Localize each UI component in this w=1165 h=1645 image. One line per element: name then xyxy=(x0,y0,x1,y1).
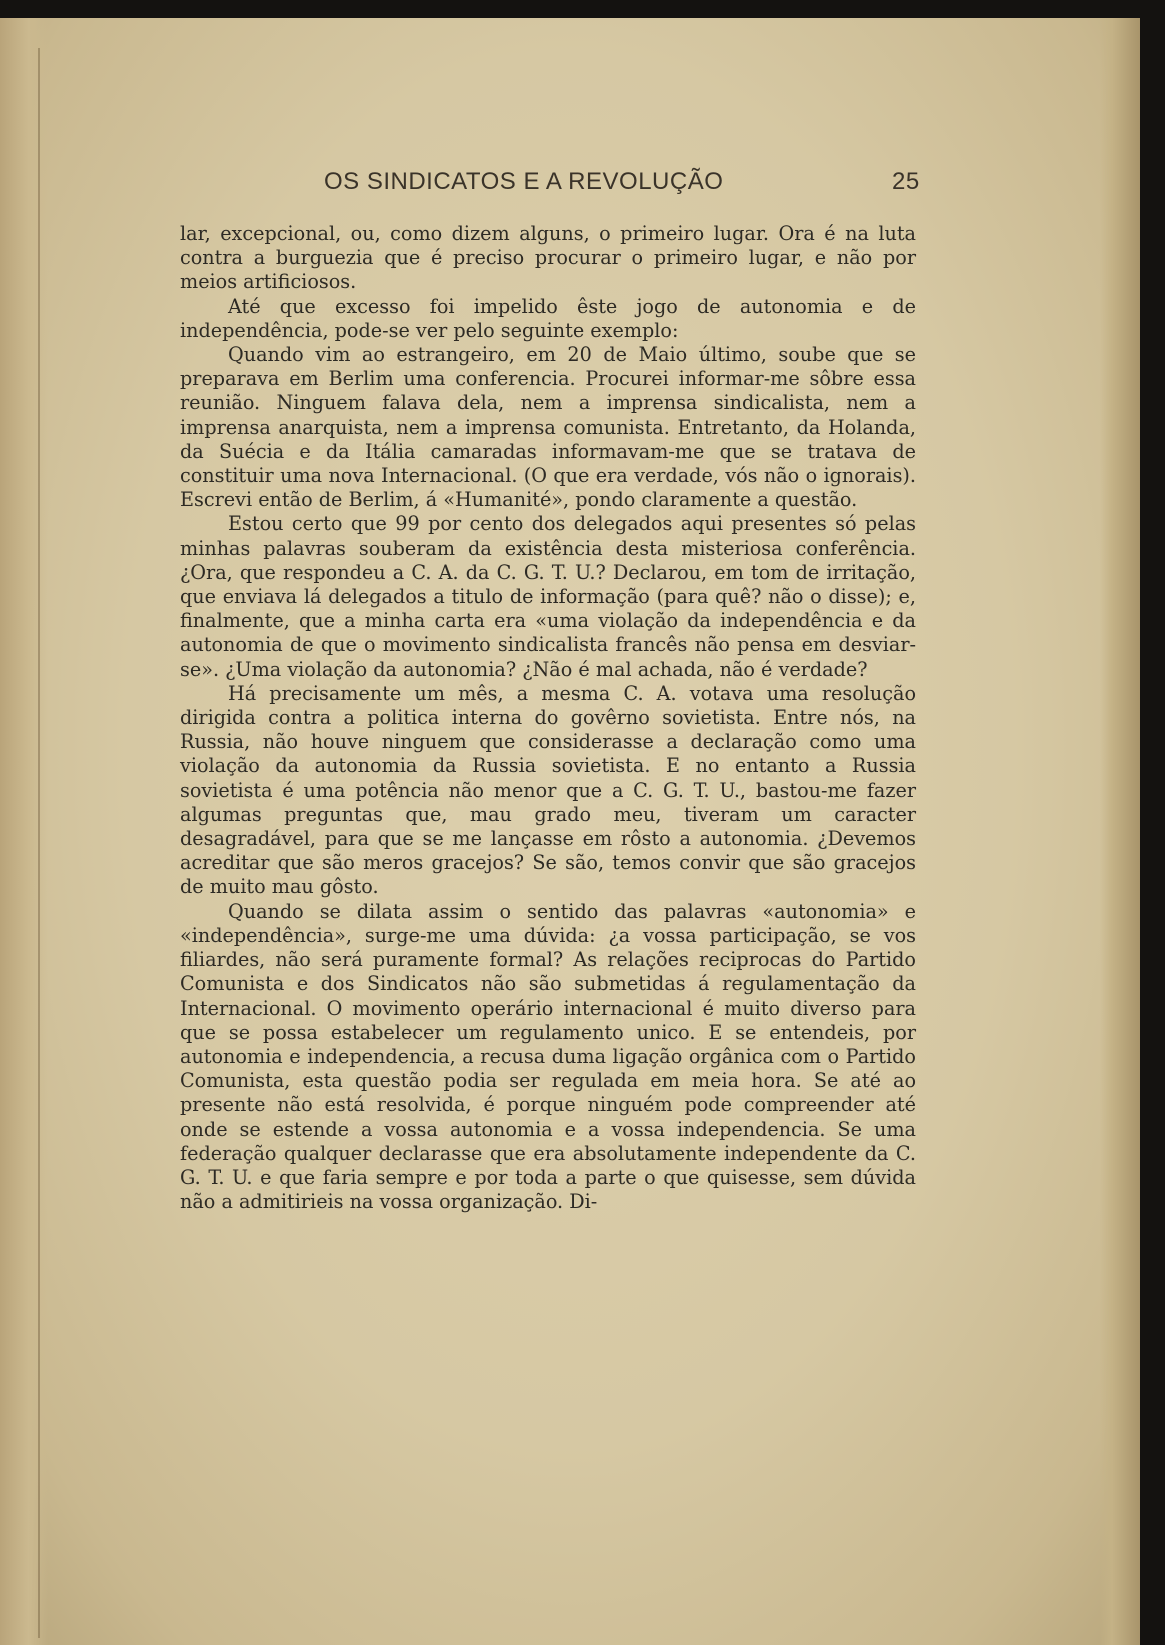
running-header xyxy=(300,168,920,198)
body-text xyxy=(180,222,916,1214)
page-number: 25 xyxy=(892,168,920,195)
paragraph-6: Quando se dilata assim o sentido das palavras «autonomia» e «independência», surge-me uma dúvida: ¿a vossa participação, se vos filiardes, não será puramente formal? As relações reciprocas do Partido Comunista e dos Sindicatos não são submetidas á regulamentação da Internacional. O movimento operário internacional é muito diverso para que se possa estabelecer um regulamento unico. E se entendeis, por autonomia e independencia, a recusa duma ligação orgânica com o Partido Comunista, esta questão podia ser regulada em meia hora. Se até ao presente não está resolvida, é porque ninguém pode compreender até onde se estende a vossa autonomia e a vossa independencia. Se uma federação qualquer declarasse que era absolutamente independente da C. G. T. U. e que faria sempre e por toda a parte o que quisesse, sem dúvida não a admitirieis na vossa organização. Di- xyxy=(180,899,916,1214)
binding-fold xyxy=(38,48,40,1638)
paragraph-4: Estou certo que 99 por cento dos delegados aqui presentes só pelas minhas palavras souberam da existência desta misteriosa conferência. ¿Ora, que respondeu a C. A. da C. G. T. U.? Declarou, em tom de irritação, que enviava lá delegados a titulo de informação (para quê? não o disse); e, finalmente, que a minha carta era «uma violação da independência e da autonomia de que o movimento sindicalista francês não pensa em desviar-se». ¿Uma violação da autonomia? ¿Não é mal achada, não é verdade? xyxy=(180,512,916,681)
paragraph-1: lar, excepcional, ou, como dizem alguns, o primeiro lugar. Ora é na luta contra a burguezia que é preciso procurar o primeiro lugar, e não por meios artificiosos. xyxy=(180,222,916,294)
paragraph-3: Quando vim ao estrangeiro, em 20 de Maio último, soube que se preparava em Berlim uma conferencia. Procurei informar-me sôbre essa reunião. Ninguem falava dela, nem a imprensa sindicalista, nem a imprensa anarquista, nem a imprensa comunista. Entretanto, da Holanda, da Suécia e da Itália camaradas informavam-me que se tratava de constituir uma nova Internacional. (O que era verdade, vós não o ignorais). Escrevi então de Berlim, á «Humanité», pondo claramente a questão. xyxy=(180,343,916,512)
running-title: OS SINDICATOS E A REVOLUÇÃO xyxy=(324,168,724,195)
paragraph-2: Até que excesso foi impelido êste jogo de autonomia e de independência, pode-se ver pelo seguinte exemplo: xyxy=(180,294,916,342)
paragraph-5: Há precisamente um mês, a mesma C. A. votava uma resolução dirigida contra a politica interna do govêrno sovietista. Entre nós, na Russia, não houve ninguem que considerasse a declaração como uma violação da autonomia da Russia sovietista. E no entanto a Russia sovietista é uma potência não menor que a C. G. T. U., bastou-me fazer algumas preguntas que, mau grado meu, tiveram um caracter desagradável, para que se me lançasse em rôsto a autonomia. ¿Devemos acreditar que são meros gracejos? Se são, temos convir que são gracejos de muito mau gôsto. xyxy=(180,681,916,899)
